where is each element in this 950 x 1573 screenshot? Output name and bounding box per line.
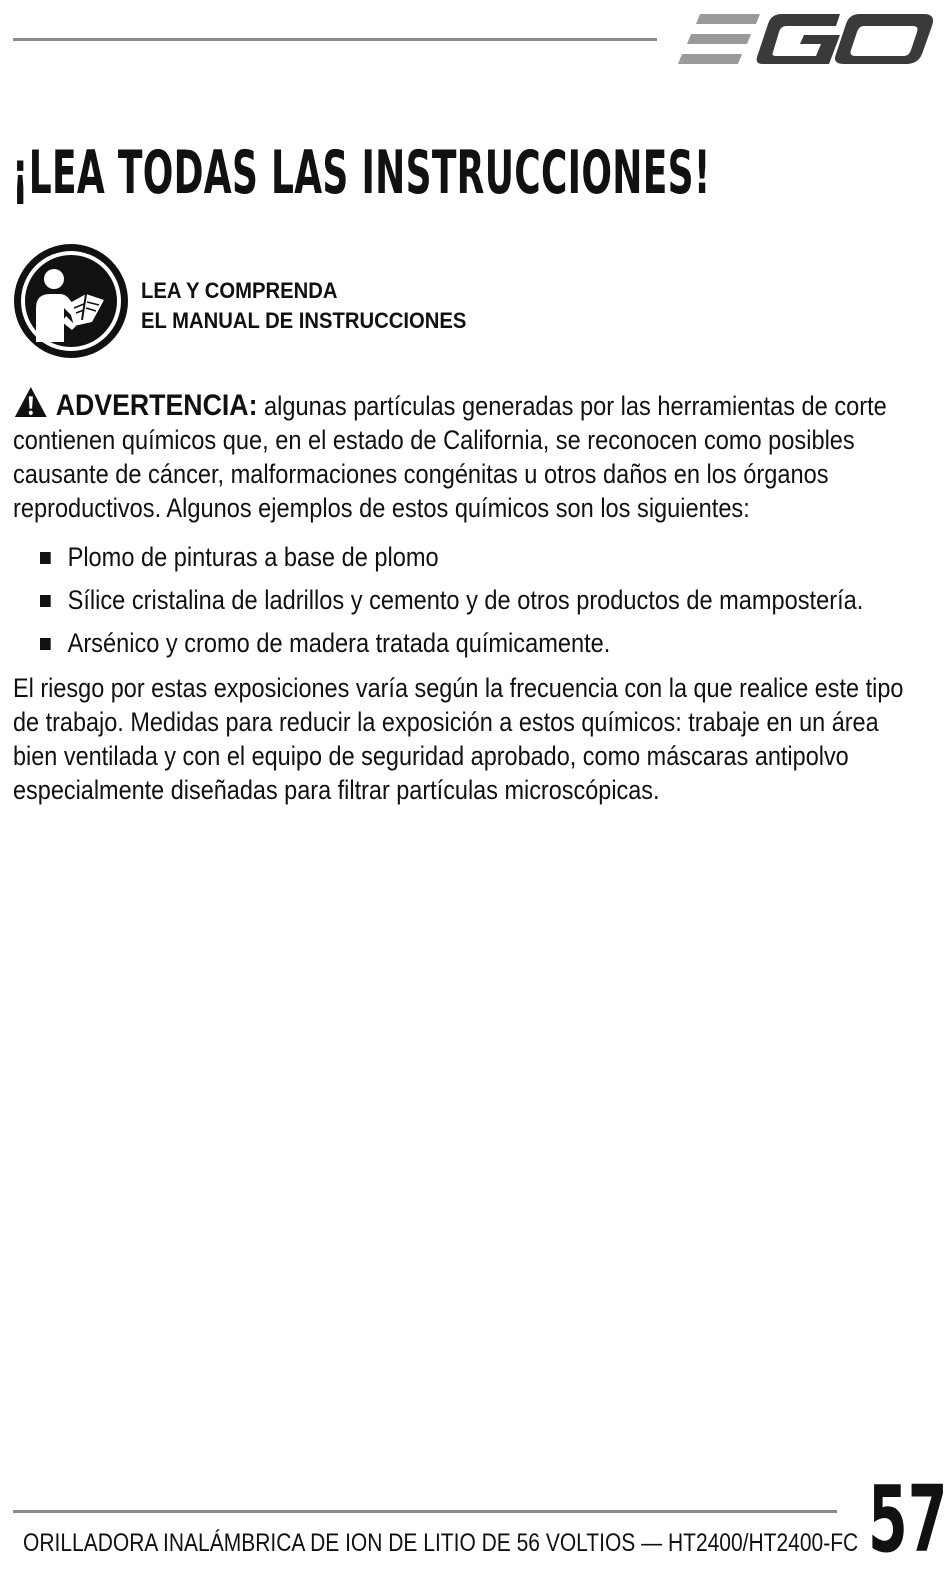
- ego-logo: [678, 8, 936, 70]
- header-rule: [13, 38, 657, 41]
- warning-text: algunas partículas generadas por las herramientas de corte contienen químicos que, en el estado de California, se reconocen como posibles causante de cáncer, malformaciones congénitas u otros daños en los órganos reproductivos. Algunos ejemplos de estos químicos son los siguientes:: [13, 391, 887, 523]
- list-item: Plomo de pinturas a base de plomo: [40, 540, 930, 574]
- list-item: Sílice cristalina de ladrillos y cemento y de otros productos de mampostería.: [40, 583, 930, 617]
- read-manual-line-1: LEA Y COMPRENDA: [141, 278, 338, 303]
- warning-triangle-icon: [13, 386, 49, 418]
- read-manual-icon: [12, 242, 130, 360]
- bullet-square-icon: [40, 638, 51, 650]
- bullet-square-icon: [40, 552, 51, 564]
- page-number: 57: [868, 1466, 948, 1573]
- exposure-paragraph: El riesgo por estas exposiciones varía según la frecuencia con la que realice este tipo de trabajo. Medidas para reducir la exposición a estos químicos: trabaje en un área bien ventilada y con el equipo de seguridad aprobado, como máscaras antipolvo especialmente diseñadas para filtrar partículas microscópicas.: [13, 673, 904, 805]
- footer-rule: [13, 1510, 837, 1513]
- page-title: ¡LEA TODAS LAS INSTRUCCIONES!: [12, 138, 711, 208]
- bullet-square-icon: [40, 595, 51, 607]
- footer-text: ORILLADORA INALÁMBRICA DE ION DE LITIO DE 56 VOLTIOS — HT2400/HT2400-FC: [23, 1529, 859, 1557]
- warning-paragraph: [13, 386, 912, 525]
- list-item: Arsénico y cromo de madera tratada químicamente.: [40, 626, 930, 660]
- read-manual-text: [141, 276, 466, 336]
- read-manual-line-2: EL MANUAL DE INSTRUCCIONES: [141, 308, 467, 333]
- warning-label: ADVERTENCIA:: [55, 389, 258, 422]
- chemical-list: [40, 540, 930, 669]
